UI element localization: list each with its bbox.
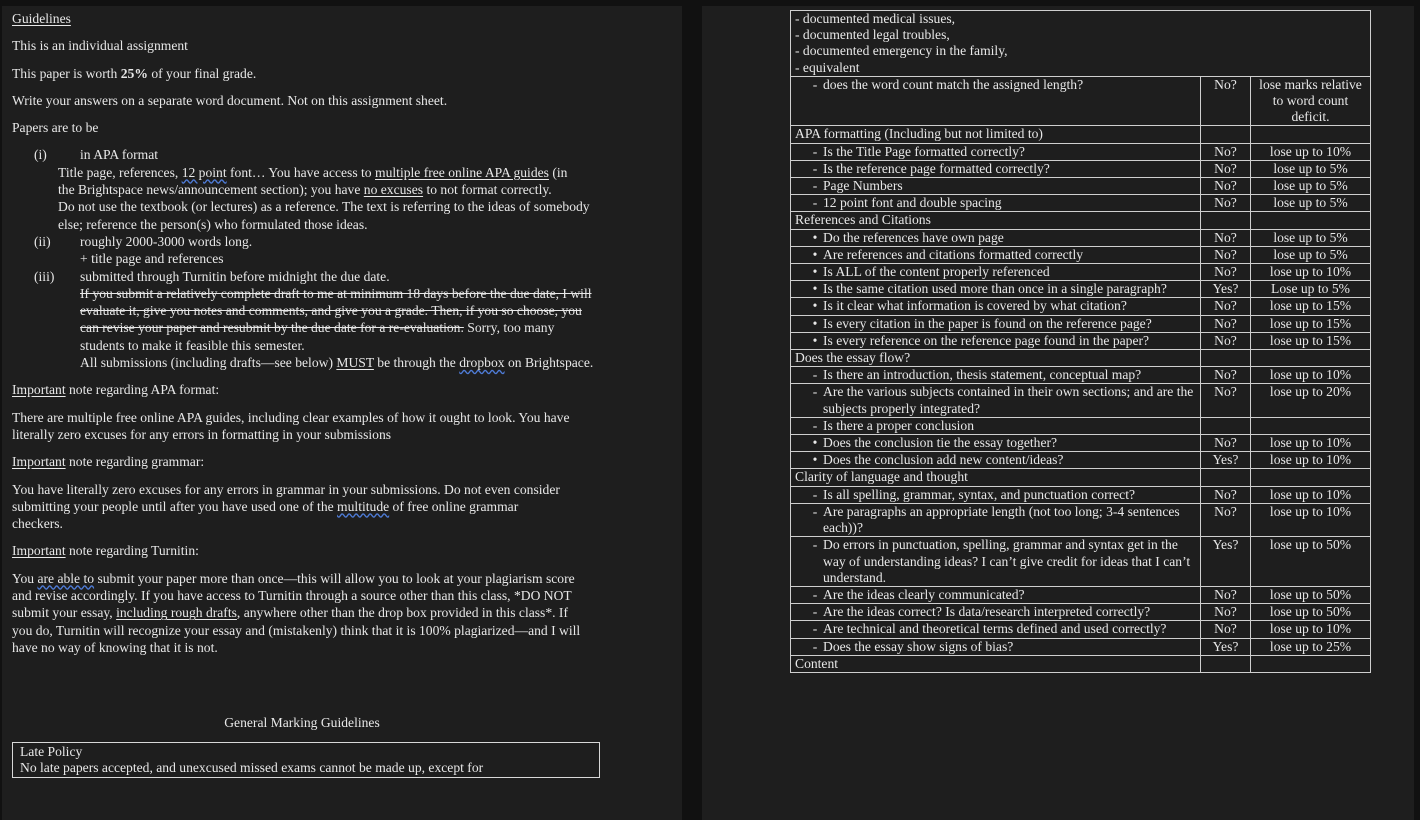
rubric-item-row (791, 143, 1371, 160)
rubric-item-row (791, 178, 1371, 195)
rubric-penalty (1251, 655, 1371, 672)
rubric-category: Content (791, 655, 1201, 672)
criterion-text: Are the ideas correct? Is data/research interpreted correctly? (823, 604, 1151, 620)
rubric-penalty (1251, 350, 1371, 367)
rubric-criterion (791, 195, 1201, 212)
dash-icon (795, 537, 823, 586)
rubric-item-row (791, 384, 1371, 417)
rubric-criterion (791, 332, 1201, 349)
bullet-icon (795, 316, 823, 332)
left-document-page (2, 6, 682, 820)
rubric-answer: No? (1201, 384, 1251, 417)
rubric-criterion (791, 298, 1201, 315)
rubric-item-row (791, 435, 1371, 452)
rubric-answer: No? (1201, 229, 1251, 246)
rubric-answer (1201, 212, 1251, 229)
rubric-answer (1201, 126, 1251, 143)
criterion-text: Is there an introduction, thesis statement, conceptual map? (823, 367, 1142, 383)
rubric-penalty (1251, 126, 1371, 143)
criterion-text: Is it clear what information is covered by what citation? (823, 298, 1127, 314)
criterion-text: Are paragraphs an appropriate length (not too long; 3-4 sentences each))? (823, 503, 1180, 536)
rubric-penalty: lose up to 50% (1251, 537, 1371, 587)
criterion-text: Does the conclusion add new content/ideas? (823, 452, 1064, 468)
rubric-criterion (791, 384, 1201, 417)
rubric-category-row (791, 212, 1371, 229)
rubric-answer: Yes? (1201, 537, 1251, 587)
criterion-text: Is the reference page formatted correctly? (823, 160, 1050, 176)
dash-icon (795, 161, 823, 177)
dash-icon (795, 487, 823, 503)
rubric-answer: No? (1201, 604, 1251, 621)
rubric-criterion (791, 264, 1201, 281)
rubric-item-row (791, 486, 1371, 503)
rubric-criterion (791, 604, 1201, 621)
bullet-icon (795, 452, 823, 468)
right-document-page (702, 6, 1414, 820)
bullet-icon (795, 333, 823, 349)
rubric-criterion (791, 76, 1201, 126)
rubric-penalty: lose up to 50% (1251, 586, 1371, 603)
rubric-answer: No? (1201, 621, 1251, 638)
rubric-criterion (791, 281, 1201, 298)
excuse-line: - documented medical issues, (795, 11, 956, 26)
bullet-icon (795, 230, 823, 246)
criterion-text: Is every citation in the paper is found on the reference page? (823, 315, 1152, 331)
rubric-category-row (791, 469, 1371, 486)
requirement-apa: (i) in APA format Title page, references, 12 point font… You have access to multiple free online APA guides (in the Brightspace news/announcement section); you have no excuses to not format correctly. Do not use the textbook (or lectures) as a reference. The text is referring to the ideas of somebody else; reference the person(s) who formulated those ideas. (34, 147, 590, 232)
rubric-item-row (791, 246, 1371, 263)
criterion-text: Are references and citations formatted correctly (823, 246, 1084, 262)
bullet-icon (795, 247, 823, 263)
rubric-category-row (791, 350, 1371, 367)
rubric-criterion (791, 367, 1201, 384)
rubric-category-row (791, 655, 1371, 672)
rubric-criterion (791, 638, 1201, 655)
rubric-answer: No? (1201, 143, 1251, 160)
rubric-item-row (791, 621, 1371, 638)
rubric-penalty (1251, 417, 1371, 434)
grammar-note-heading: Important note regarding grammar: (12, 454, 205, 470)
rubric-item-row (791, 537, 1371, 587)
requirements-list (12, 146, 672, 371)
rubric-answer: No? (1201, 195, 1251, 212)
dash-icon (795, 367, 823, 383)
dash-icon (795, 384, 823, 416)
rubric-answer: No? (1201, 503, 1251, 536)
rubric-answer: No? (1201, 486, 1251, 503)
requirement-length: (ii) roughly 2000-3000 words long. + title page and references (34, 233, 253, 267)
rubric-answer (1201, 350, 1251, 367)
rubric-item-row (791, 604, 1371, 621)
rubric-penalty: lose up to 50% (1251, 604, 1371, 621)
rubric-penalty: lose up to 5% (1251, 229, 1371, 246)
guidelines-heading: Guidelines (12, 11, 71, 26)
bullet-icon (795, 281, 823, 297)
rubric-penalty: lose up to 10% (1251, 367, 1371, 384)
rubric-penalty: lose up to 10% (1251, 435, 1371, 452)
rubric-item-row (791, 160, 1371, 177)
rubric-answer: No? (1201, 298, 1251, 315)
rubric-penalty: lose up to 10% (1251, 452, 1371, 469)
rubric-criterion (791, 143, 1201, 160)
rubric-criterion (791, 246, 1201, 263)
rubric-criterion (791, 537, 1201, 587)
dash-icon (795, 195, 823, 211)
rubric-answer: Yes? (1201, 281, 1251, 298)
criterion-text: Do the references have own page (823, 229, 1004, 245)
rubric-answer: No? (1201, 367, 1251, 384)
rubric-penalty: lose up to 10% (1251, 486, 1371, 503)
rubric-answer (1201, 655, 1251, 672)
bullet-icon (795, 298, 823, 314)
criterion-text: Is all spelling, grammar, syntax, and punctuation correct? (823, 486, 1136, 502)
criterion-text: Is the same citation used more than once in a single paragraph? (823, 281, 1167, 297)
criterion-text: Are the various subjects contained in their own sections; and are the subjects properly integrated? (823, 384, 1194, 416)
rubric-item-row (791, 586, 1371, 603)
rubric-answer (1201, 469, 1251, 486)
criterion-text: Are technical and theoretical terms defined and used correctly? (823, 621, 1167, 637)
criterion-text: does the word count match the assigned length? (823, 76, 1084, 92)
excuse-line: - documented emergency in the family, (795, 43, 1008, 59)
rubric-item-row (791, 332, 1371, 349)
dash-icon (795, 639, 823, 655)
late-policy-title: Late Policy (20, 743, 83, 759)
rubric-criterion (791, 452, 1201, 469)
rubric-criterion (791, 503, 1201, 536)
rubric-item-row (791, 503, 1371, 536)
late-policy-text: No late papers accepted, and unexcused missed exams cannot be made up, except for (20, 759, 484, 775)
rubric-item-row (791, 315, 1371, 332)
marking-guidelines-title: General Marking Guidelines (224, 715, 380, 731)
rubric-item-row (791, 638, 1371, 655)
bullet-icon (795, 264, 823, 280)
criterion-text: Do errors in punctuation, spelling, grammar and syntax get in the way of understanding ideas? I can’t give credit for ideas that I can’t understand. (823, 537, 1191, 585)
rubric-answer: No? (1201, 315, 1251, 332)
marking-rubric-table (790, 10, 1371, 673)
rubric-penalty: lose up to 10% (1251, 503, 1371, 536)
rubric-answer: No? (1201, 264, 1251, 281)
rubric-category: Does the essay flow? (791, 350, 1201, 367)
rubric-penalty: lose up to 5% (1251, 160, 1371, 177)
late-policy-box (12, 742, 600, 778)
rubric-category: APA formatting (Including but not limited to) (791, 126, 1201, 143)
rubric-criterion (791, 486, 1201, 503)
rubric-penalty: Lose up to 5% (1251, 281, 1371, 298)
grammar-note-text: You have literally zero excuses for any errors in grammar in your submissions. Do not even consider submitting your people until after you have used one of the multitude of free online grammar checkers. (12, 481, 560, 532)
requirement-turnitin: (iii) submitted through Turnitin before midnight the due date. If you submit a relatively complete draft to me at minimum 18 days before the due date, I will evaluate it, give you notes and comments, and give you a grade. Then, if you so choose, you can revise your paper and resubmit by the due date for a re-evaluation. Sorry, too many students to make it feasible this semester. All submissions (including drafts—see below) MUST be through the dropbox on Brightspace. (34, 268, 594, 371)
rubric-answer (1201, 417, 1251, 434)
apa-note-heading: Important note regarding APA format: (12, 382, 220, 398)
criterion-text: Is every reference on the reference page found in the paper? (823, 332, 1150, 348)
rubric-criterion (791, 417, 1201, 434)
rubric-penalty: lose up to 15% (1251, 298, 1371, 315)
rubric-item-row (791, 417, 1371, 434)
paragraph-write-answers: Write your answers on a separate word document. Not on this assignment sheet. (12, 92, 448, 108)
rubric-item-row (791, 195, 1371, 212)
rubric-criterion (791, 435, 1201, 452)
excuse-line: - documented legal troubles, (795, 27, 950, 43)
paragraph-individual: This is an individual assignment (12, 38, 188, 54)
turnitin-note-heading: Important note regarding Turnitin: (12, 543, 199, 559)
excuse-list (791, 11, 1371, 77)
rubric-item-row (791, 264, 1371, 281)
dash-icon (795, 418, 823, 434)
rubric-penalty: lose up to 10% (1251, 143, 1371, 160)
rubric-penalty: lose up to 15% (1251, 332, 1371, 349)
rubric-answer: No? (1201, 435, 1251, 452)
rubric-answer: No? (1201, 586, 1251, 603)
rubric-penalty: lose up to 25% (1251, 638, 1371, 655)
criterion-text: Is there a proper conclusion (823, 417, 974, 433)
rubric-penalty: lose up to 20% (1251, 384, 1371, 417)
rubric-criterion (791, 315, 1201, 332)
dash-icon (795, 144, 823, 160)
rubric-category-row (791, 126, 1371, 143)
rubric-penalty: lose up to 5% (1251, 178, 1371, 195)
rubric-criterion (791, 229, 1201, 246)
rubric-penalty (1251, 212, 1371, 229)
criterion-text: 12 point font and double spacing (823, 195, 1002, 211)
rubric-penalty: lose up to 15% (1251, 315, 1371, 332)
rubric-item-row (791, 281, 1371, 298)
rubric-answer: No? (1201, 332, 1251, 349)
rubric-answer: No? (1201, 246, 1251, 263)
rubric-penalty: lose up to 5% (1251, 246, 1371, 263)
criterion-text: Does the essay show signs of bias? (823, 638, 1014, 654)
rubric-item-row (791, 229, 1371, 246)
rubric-item-row (791, 452, 1371, 469)
paragraph-worth: This paper is worth 25% of your final grade. (12, 65, 257, 81)
bullet-icon (795, 435, 823, 451)
rubric-penalty: lose marks relative to word count deficit. (1251, 76, 1371, 126)
criterion-text: Page Numbers (823, 178, 903, 194)
rubric-answer: Yes? (1201, 638, 1251, 655)
rubric-criterion (791, 621, 1201, 638)
rubric-penalty: lose up to 5% (1251, 195, 1371, 212)
rubric-penalty: lose up to 10% (1251, 621, 1371, 638)
rubric-criterion (791, 586, 1201, 603)
dash-icon (795, 504, 823, 536)
rubric-penalty: lose up to 10% (1251, 264, 1371, 281)
rubric-item-row (791, 367, 1371, 384)
turnitin-note-text: You are able to submit your paper more than once—this will allow you to look at your plagiarism score and revise accordingly. If you have access to Turnitin through a source other than this class, *DO NOT submit your essay, including rough drafts, anywhere other than the drop box provided in this class*. If you do, Turnitin will recognize your essay and (mistakenly) think that it is 100% plagiarized—and I will have no way of knowing that it is not. (12, 570, 581, 655)
rubric-category: Clarity of language and thought (791, 469, 1201, 486)
criterion-text: Is the Title Page formatted correctly? (823, 143, 1025, 159)
rubric-criterion (791, 160, 1201, 177)
dash-icon (795, 178, 823, 194)
criterion-text: Does the conclusion tie the essay together? (823, 435, 1058, 451)
criterion-text: Is ALL of the content properly referenced (823, 264, 1050, 280)
rubric-penalty (1251, 469, 1371, 486)
rubric-intro-row (791, 11, 1371, 77)
dash-icon (795, 587, 823, 603)
rubric-category: References and Citations (791, 212, 1201, 229)
dash-icon (795, 604, 823, 620)
rubric-answer: No? (1201, 160, 1251, 177)
rubric-item-row (791, 298, 1371, 315)
rubric-answer: Yes? (1201, 452, 1251, 469)
page-gap (683, 0, 701, 820)
excuse-line: - equivalent (795, 59, 860, 75)
rubric-item-row (791, 76, 1371, 126)
dash-icon (795, 621, 823, 637)
paragraph-papers: Papers are to be (12, 120, 99, 136)
rubric-answer: No? (1201, 178, 1251, 195)
criterion-text: Are the ideas clearly communicated? (823, 586, 1025, 602)
apa-note-text: There are multiple free online APA guides, including clear examples of how it ought to look. You have literally zero excuses for any errors in formatting in your submissions (12, 409, 570, 442)
rubric-answer: No? (1201, 76, 1251, 126)
dash-icon (795, 77, 823, 93)
rubric-criterion (791, 178, 1201, 195)
